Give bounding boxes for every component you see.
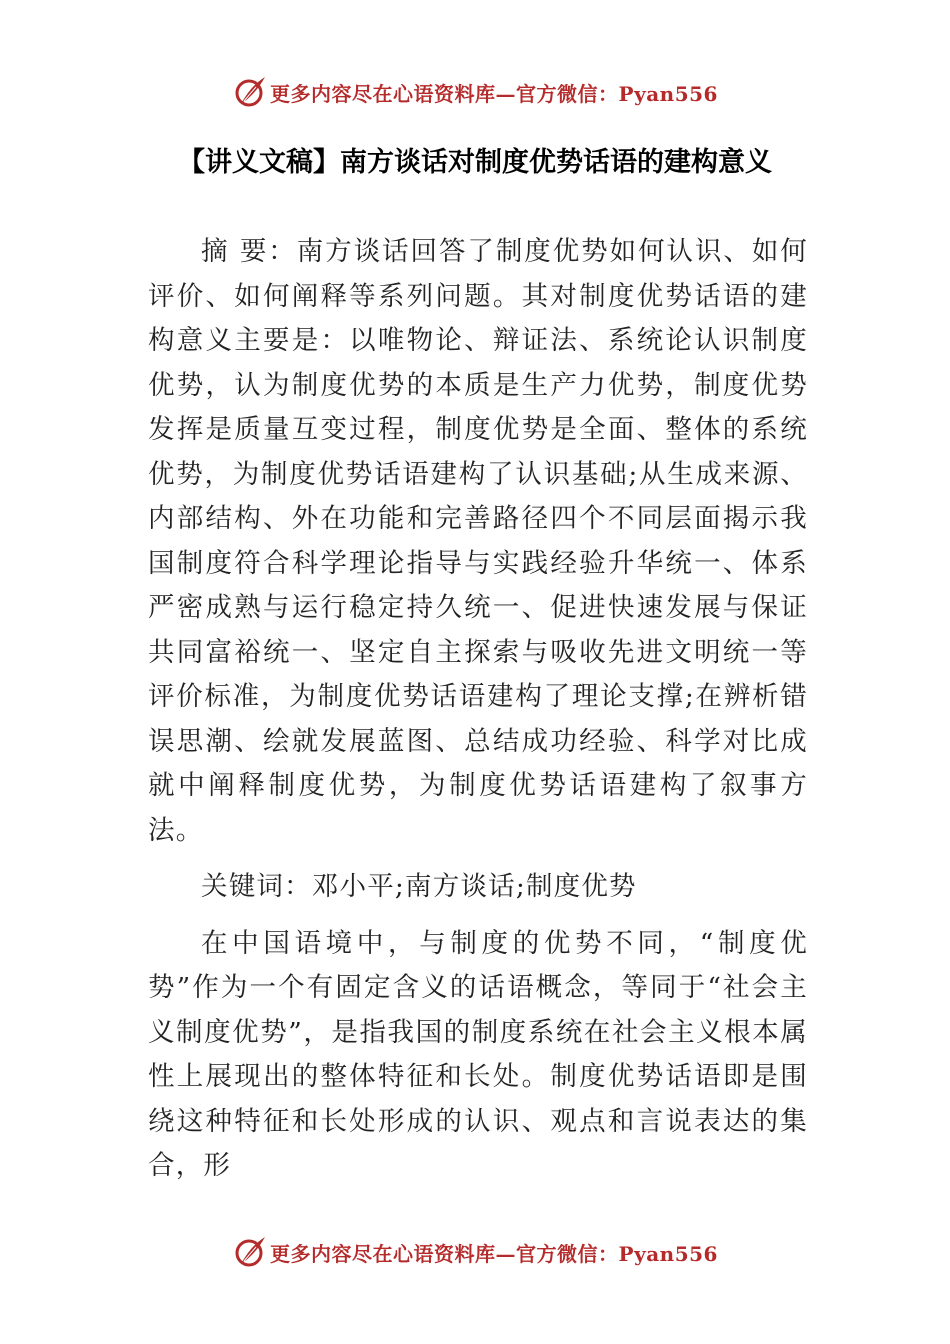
page-title: 【讲义文稿】南方谈话对制度优势话语的建构意义 [178,147,772,178]
banner-text: 更多内容尽在心语资料库—官方微信：Pyan556 [270,81,718,106]
banner-text: 更多内容尽在心语资料库—官方微信：Pyan556 [270,1241,718,1266]
feather-pen-circle-logo [232,1234,268,1270]
header-banner [0,72,950,112]
document-body [148,230,808,1189]
abstract-paragraph: 摘 要：南方谈话回答了制度优势如何认识、如何评价、如何阐释等系列问题。其对制度优势话语的建构意义主要是：以唯物论、辩证法、系统论认识制度优势，认为制度优势的本质是生产力优势，制度优势发挥是质量互变过程，制度优势是全面、整体的系统优势，为制度优势话语建构了认识基础;从生成来源、内部结构、外在功能和完善路径四个不同层面揭示我国制度符合科学理论指导与实践经验升华统一、体系严密成熟与运行稳定持久统一、促进快速发展与保证共同富裕统一、坚定自主探索与吸收先进文明统一等评价标准，为制度优势话语建构了理论支撑;在辨析错误思潮、绘就发展蓝图、总结成功经验、科学对比成就中阐释制度优势，为制度优势话语建构了叙事方法。 [148,236,808,846]
keywords-line: 关键词：邓小平;南方谈话;制度优势 [201,871,637,902]
footer-banner [0,1232,950,1272]
feather-pen-circle-logo [232,74,268,110]
body-paragraph: 在中国语境中，与制度的优势不同，“制度优势”作为一个有固定含义的话语概念，等同于“社会主义制度优势”，是指我国的制度系统在社会主义根本属性上展现出的整体特征和长处。制度优势话语即是围绕这种特征和长处形成的认识、观点和言说表达的集合，形 [148,927,808,1181]
